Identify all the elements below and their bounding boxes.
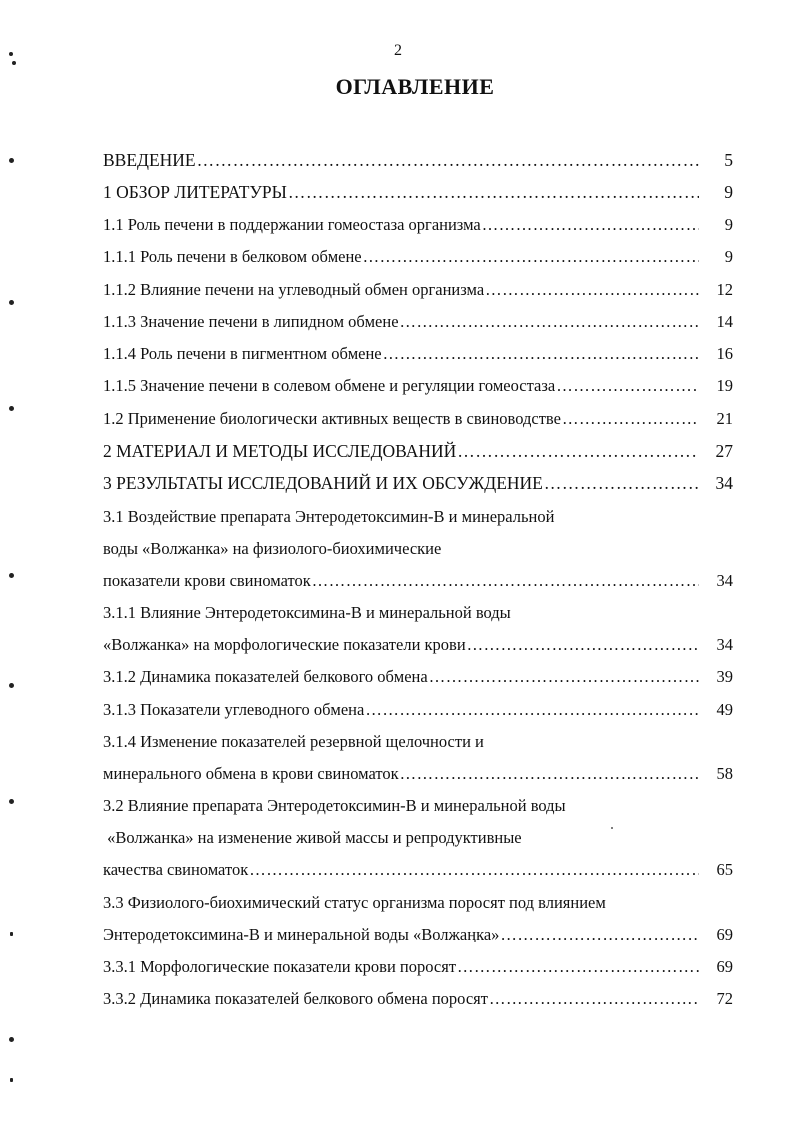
toc-leader [400,312,699,332]
toc-entry-line [103,828,733,848]
margin-dot [9,683,14,688]
margin-dot [9,406,14,411]
toc-entry-page: 34 [715,473,733,493]
toc-entry [103,989,733,1009]
toc-entry [103,247,733,267]
toc-entry-text: 1.1.3 Значение печени в липидном обмене [103,312,399,331]
toc-entry-page: 69 [716,957,733,976]
toc-entry-text: 3.3 Физиолого-биохимический статус организма поросят под влиянием [103,893,606,912]
toc-entry-text: 3.1.4 Изменение показателей резервной щелочности и [103,732,484,751]
toc-leader [482,215,699,235]
toc-entry [103,312,733,332]
margin-dot [10,1078,13,1082]
toc-entry-page: 34 [716,635,733,654]
toc-entry-text: 3 РЕЗУЛЬТАТЫ ИССЛЕДОВАНИЙ И ИХ ОБСУЖДЕНИЕ [103,473,543,493]
toc-leader [556,376,699,396]
toc-entry-text: 2 МАТЕРИАЛ И МЕТОДЫ ИССЛЕДОВАНИЙ [103,441,457,461]
margin-dot [9,799,14,804]
toc-entry [103,409,733,429]
toc-entry-page: 65 [716,860,733,879]
toc-entry-text: 3.1 Воздействие препарата Энтеродетоксимин-В и минеральной [103,507,555,526]
toc-entry-text: «Волжанка» на изменение живой массы и репродуктивные [103,828,522,847]
toc-leader [383,344,699,364]
toc-entry [103,473,733,493]
toc-entry-text: 3.1.1 Влияние Энтеродетоксимина-В и минеральной воды [103,603,511,622]
toc-entry [103,182,733,202]
toc-entry-page: 9 [724,215,733,234]
toc-entry-text: 1 ОБЗОР ЛИТЕРАТУРЫ [103,182,287,202]
toc-entry-page: 16 [716,344,733,363]
toc-entry-text: 3.2 Влияние препарата Энтеродетоксимин-В и минеральной воды [103,796,566,815]
toc-entry [103,700,733,720]
toc-entry [103,150,733,170]
toc-leader [365,700,699,720]
margin-dot [9,158,14,163]
toc-leader [249,860,699,880]
toc-entry-page: 9 [724,182,733,202]
toc-entry-page: 19 [716,376,733,395]
toc-entry-line [103,732,733,752]
toc-entry-text: показатели крови свиноматок [103,571,311,590]
toc-leader [429,667,699,687]
toc-leader [562,409,699,429]
toc-entry-text: качества свиноматок [103,860,249,879]
toc-entry-page: 49 [716,700,733,719]
page-number: 2 [394,42,402,59]
toc-entry-text: 1.1.1 Роль печени в белковом обмене [103,247,362,266]
toc-leader [400,764,699,784]
toc-entry-text: минерального обмена в крови свиноматок [103,764,399,783]
margin-dot [9,52,13,56]
toc-entry-page: 14 [716,312,733,331]
toc-leader [467,635,699,655]
toc-entry-line [103,796,733,816]
margin-dot [10,932,13,936]
toc-entry-text: «Волжанка» на морфологические показатели крови [103,635,466,654]
toc-entry-text: 3.3.2 Динамика показателей белкового обмена поросят [103,989,488,1008]
toc-leader [312,571,699,591]
toc-entry-text: Энтеродетоксимина-В и минеральной воды «Волжанка» [103,925,500,944]
toc-leader [544,473,699,493]
toc-entry-text: 1.1.2 Влияние печени на углеводный обмен организма [103,280,485,299]
toc-entry-text: 1.1.5 Значение печени в солевом обмене и регуляции гомеостаза [103,376,556,395]
margin-dot [12,61,16,65]
toc-leader [500,925,699,945]
toc-entry-page: 12 [716,280,733,299]
toc-entry [103,215,733,235]
toc-entry-page: 27 [715,441,733,461]
toc-leader [197,150,699,170]
toc-leader [457,441,699,461]
toc-entry-page: 58 [716,764,733,783]
margin-dot [9,573,14,578]
toc-leader [457,957,699,977]
toc-entry-page: 34 [716,571,733,590]
toc-entry-text: 3.3.1 Морфологические показатели крови поросят [103,957,457,976]
toc-entry [103,441,733,461]
toc-entry-text: 1.2 Применение биологически активных веществ в свиноводстве [103,409,561,428]
toc-entry-line [103,893,733,913]
toc-entry-page: 39 [716,667,733,686]
toc-entry [103,280,733,300]
toc-entry [103,764,733,784]
toc-entry [103,376,733,396]
toc-entry [103,667,733,687]
toc-entry-text: 1.1.4 Роль печени в пигментном обмене [103,344,382,363]
toc-entry-page: 21 [716,409,733,428]
toc-leader [363,247,699,267]
toc-entry-line [103,507,733,527]
toc-entry-text: 1.1 Роль печени в поддержании гомеостаза организма [103,215,481,234]
toc-entry-line [103,603,733,623]
toc-entry-text: 3.1.2 Динамика показателей белкового обмена [103,667,428,686]
toc-entry [103,571,733,591]
toc-entry-text: ВВЕДЕНИЕ [103,150,196,170]
toc-entry-page: 72 [716,989,733,1008]
toc-entry-page: 9 [724,247,733,266]
toc-entry [103,957,733,977]
toc-leader [288,182,699,202]
toc-leader [489,989,699,1009]
toc-leader [485,280,699,300]
toc-entry-line [103,539,733,559]
margin-dot [9,300,14,305]
page-title: ОГЛАВЛЕНИЕ [335,74,495,99]
toc-entry [103,344,733,364]
toc-entry-page: 5 [724,150,733,170]
margin-dot [9,1037,14,1042]
toc-entry [103,860,733,880]
toc-entry-text: воды «Волжанка» на физиолого-биохимические [103,539,442,558]
toc-entry [103,925,733,945]
toc-entry [103,635,733,655]
toc-entry-page: 69 [716,925,733,944]
toc-entry-text: 3.1.3 Показатели углеводного обмена [103,700,365,719]
